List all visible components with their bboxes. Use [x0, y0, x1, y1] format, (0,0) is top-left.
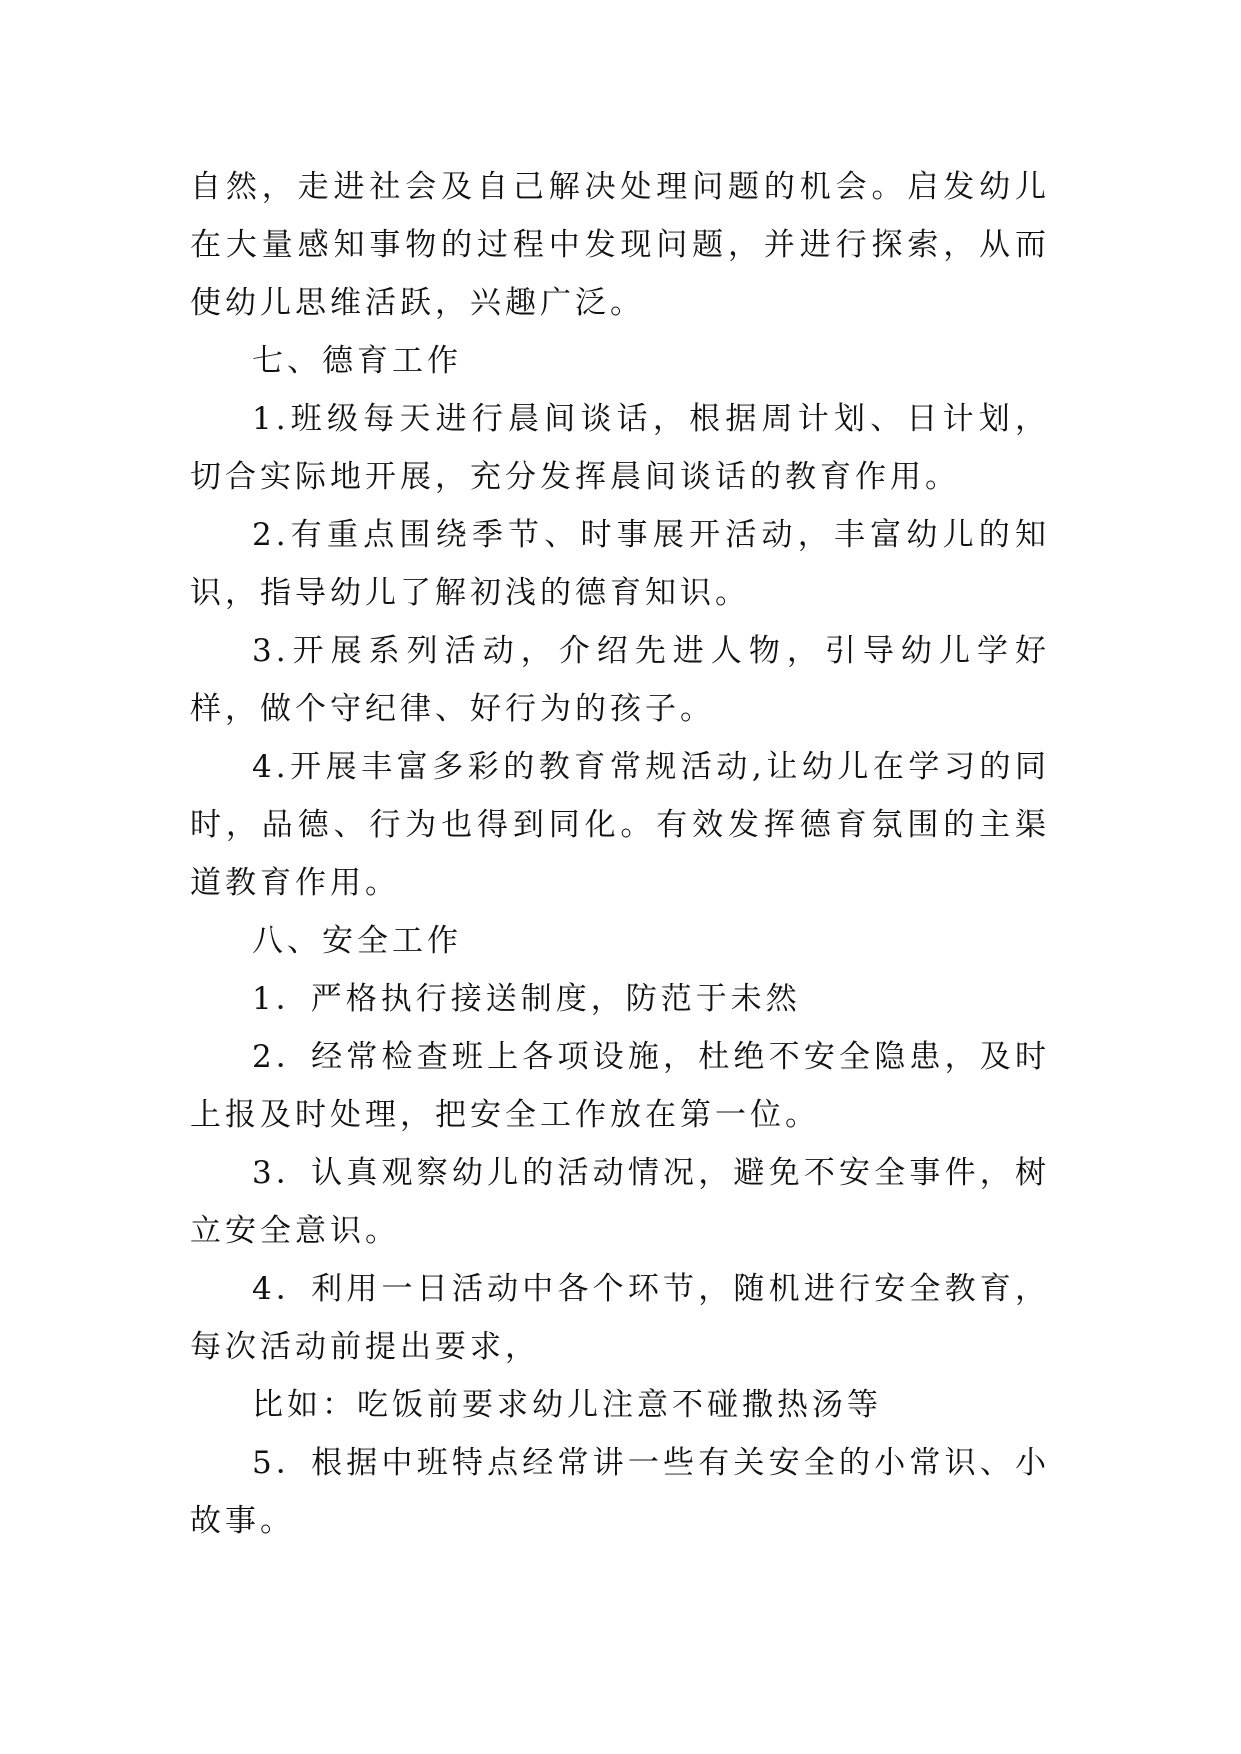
list-item-safety-4: 4．利用一日活动中各个环节，随机进行安全教育，每次活动前提出要求， [190, 1271, 1050, 1365]
section-heading-moral-education: 七、德育工作 [252, 343, 462, 379]
list-item-moral-1: 1.班级每天进行晨间谈话，根据周计划、日计划，切合实际地开展，充分发挥晨间谈话的教育作用。 [190, 401, 1050, 495]
list-item-safety-2: 2．经常检查班上各项设施，杜绝不安全隐患，及时上报及时处理，把安全工作放在第一位。 [190, 1039, 1050, 1133]
list-item-moral-2: 2.有重点围绕季节、时事展开活动，丰富幼儿的知识，指导幼儿了解初浅的德育知识。 [190, 517, 1050, 611]
list-item-safety-3: 3．认真观察幼儿的活动情况，避免不安全事件，树立安全意识。 [190, 1155, 1050, 1249]
list-item-safety-5: 5．根据中班特点经常讲一些有关安全的小常识、小故事。 [190, 1445, 1050, 1539]
list-item-moral-3: 3.开展系列活动，介绍先进人物，引导幼儿学好样，做个守纪律、好行为的孩子。 [190, 633, 1050, 727]
list-item-moral-4: 4.开展丰富多彩的教育常规活动,让幼儿在学习的同时，品德、行为也得到同化。有效发挥德育氛围的主渠道教育作用。 [190, 749, 1050, 901]
section-heading-safety: 八、安全工作 [252, 923, 462, 959]
list-item-safety-1: 1．严格执行接送制度，防范于未然 [252, 981, 801, 1017]
document-body [190, 158, 1050, 1550]
example-note: 比如：吃饭前要求幼儿注意不碰撒热汤等 [252, 1387, 882, 1423]
paragraph-continuation: 自然，走进社会及自己解决处理问题的机会。启发幼儿在大量感知事物的过程中发现问题，并进行探索，从而使幼儿思维活跃，兴趣广泛。 [190, 169, 1050, 321]
